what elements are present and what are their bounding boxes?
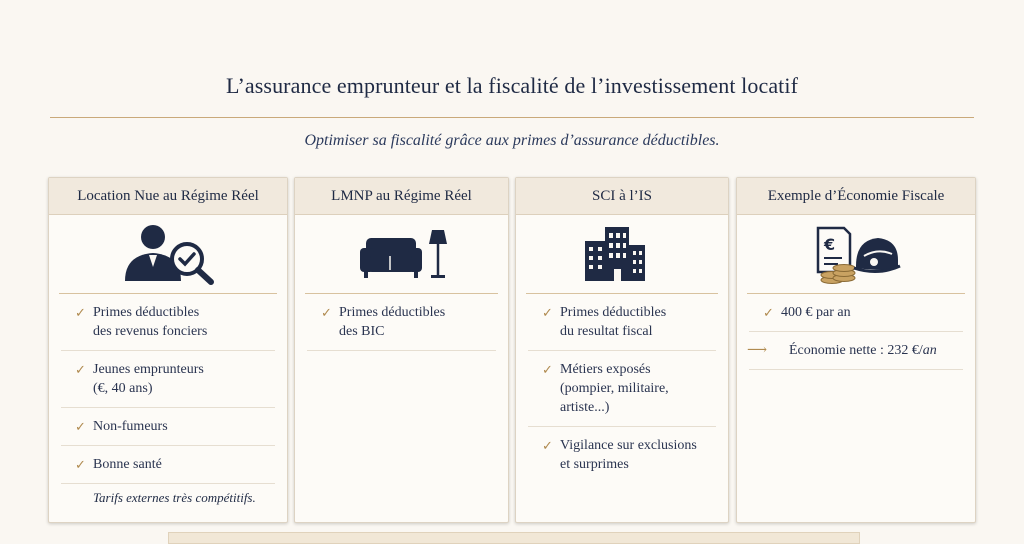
check-icon: ✓ [75,362,86,377]
card-location-nue [48,177,288,523]
check-icon: ✓ [321,305,332,320]
title-divider [50,117,974,118]
card-title: Exemple d’Économie Fiscale [737,178,975,215]
list-item: ✓ 400 € par an [749,294,963,332]
card-title: SCI à l’IS [516,178,728,215]
list-item: ✓ Vigilance sur exclusions et surprimes [542,438,697,472]
check-icon: ✓ [75,305,86,320]
card-title: LMNP au Régime Réel [295,178,508,215]
bottom-panel-edge [168,532,860,544]
card-sci-is [515,177,729,523]
list-item: ✓ Bonne santé [61,446,275,484]
list-item: ✓ Métiers exposés (pompier, militaire, artiste...) [528,351,716,427]
card-title: Location Nue au Régime Réel [49,178,287,215]
check-icon: ✓ [75,457,86,472]
buildings-icon [516,215,728,293]
check-icon: ✓ [542,438,553,453]
sofa-lamp-icon [295,215,508,293]
page-title: L’assurance emprunteur et la fiscalité de l’investissement locatif [225,73,799,98]
card-exemple-economie [736,177,976,523]
card-lmnp [294,177,509,523]
list-item: ✓ Primes déductibles du resultat fiscal [528,294,716,351]
page-subtitle: Optimiser sa fiscalité grâce aux primes d’assurance déductibles. [304,132,720,149]
svg-text:€: € [824,235,836,254]
check-icon: ✓ [542,362,553,377]
card-note: Tarifs externes très compétitifs. [93,490,256,505]
list-item: ⟶ Économie nette : 232 €/an [749,332,963,370]
list-item: ✓ Non-fumeurs [61,408,275,446]
list-item: ✓ Jeunes emprunteurs (€, 40 ans) [61,351,275,408]
list-item: ✓ Primes déductibles des BIC [307,294,496,351]
check-icon: ✓ [763,305,774,320]
check-icon: ✓ [75,419,86,434]
euro-document-coins-helmet-icon [737,215,975,293]
long-arrow-right-icon: ⟶ [747,343,768,358]
list-item: ✓ Primes déductibles des revenus fonciers [61,294,275,351]
check-icon: ✓ [542,305,553,320]
person-magnifier-check-icon [49,215,287,293]
